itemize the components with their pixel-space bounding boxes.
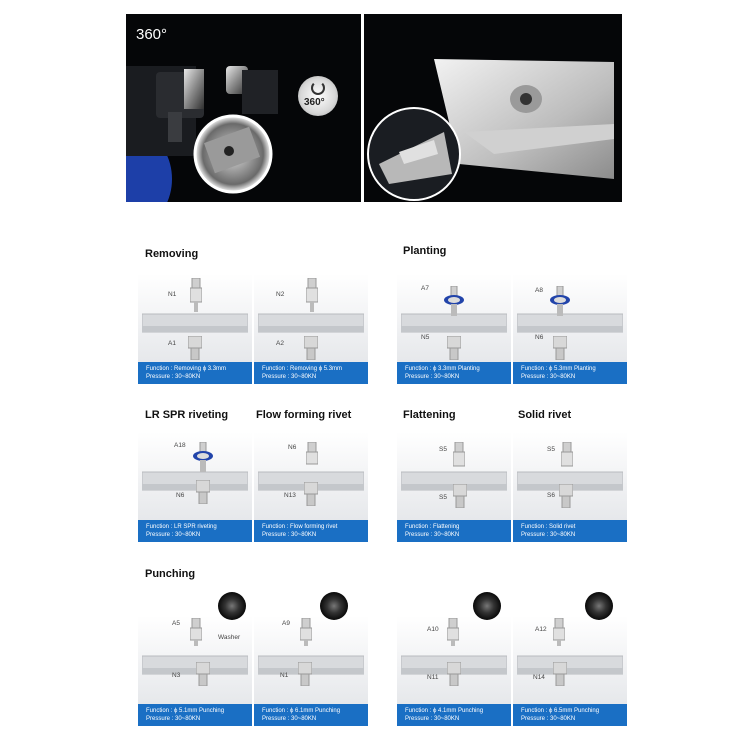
punch-closeup (320, 592, 348, 620)
bottom-die-label: N14 (533, 674, 545, 681)
bottom-die-label: S5 (439, 494, 447, 501)
panel-flow-forming (254, 432, 368, 542)
function-caption: Function : Removing ϕ 3.3mm Pressure : 30~80KN (138, 362, 252, 384)
function-caption: Function : Removing ϕ 5.3mm Pressure : 30~80KN (254, 362, 368, 384)
top-die-label: A10 (427, 626, 439, 633)
bottom-die-label: N13 (284, 492, 296, 499)
section-title-punching: Punching (145, 568, 196, 580)
function-caption: Function : ϕ 6.5mm Punching Pressure : 30~80KN (513, 704, 627, 726)
bottom-die-label: A2 (276, 340, 284, 347)
top-die-label: A5 (172, 620, 180, 627)
function-caption: Function : Flow forming rivet Pressure : 30~80KN (254, 520, 368, 542)
panel-removing-n1 (138, 274, 252, 384)
panel-planting-a7 (397, 274, 511, 384)
rivet-sheet-illustration (364, 14, 622, 202)
punch-closeup (473, 592, 501, 620)
photo-rivet-sheet (364, 14, 622, 202)
punch-closeup (218, 592, 246, 620)
bottom-die-label: N6 (535, 334, 544, 341)
panel-removing-n2 (254, 274, 368, 384)
top-die-label: A7 (421, 285, 429, 292)
top-die-label: S5 (439, 446, 447, 453)
bottom-die-label: A1 (168, 340, 176, 347)
top-die-label: S5 (547, 446, 555, 453)
badge-label: 360° (304, 97, 325, 108)
punch-closeup (585, 592, 613, 620)
rotation-label: 360° (136, 26, 168, 43)
panel-lr-spr (138, 432, 252, 542)
panel-punching-a9 (254, 616, 368, 726)
section-title-lr-spr: LR SPR riveting (145, 409, 229, 421)
top-die-label: N6 (288, 444, 297, 451)
panel-punching-a5 (138, 616, 252, 726)
function-caption: Function : Flattening Pressure : 30~80KN (397, 520, 511, 542)
panel-solid-rivet (513, 432, 627, 542)
panel-punching-a12 (513, 616, 627, 726)
function-caption: Function : ϕ 3.3mm Planting Pressure : 30~80KN (397, 362, 511, 384)
rotate-icon (311, 81, 325, 95)
photo-tool-360 (126, 14, 361, 202)
function-caption: Function : ϕ 6.1mm Punching Pressure : 30~80KN (254, 704, 368, 726)
washer-label: Washer (218, 634, 241, 641)
section-title-planting: Planting (403, 245, 447, 257)
section-title-removing: Removing (145, 248, 199, 260)
top-die-label: A18 (174, 442, 186, 449)
bottom-die-label: S6 (547, 492, 555, 499)
panel-planting-a8 (513, 274, 627, 384)
bottom-die-label: N3 (172, 672, 181, 679)
function-caption: Function : Solid rivet Pressure : 30~80KN (513, 520, 627, 542)
function-caption: Function : ϕ 4.1mm Punching Pressure : 30~80KN (397, 704, 511, 726)
panel-punching-a10 (397, 616, 511, 726)
section-title-solid-rivet: Solid rivet (518, 409, 572, 421)
top-die-label: A12 (535, 626, 547, 633)
top-die-label: N2 (276, 291, 285, 298)
top-die-label: A9 (282, 620, 290, 627)
panel-flattening (397, 432, 511, 542)
bottom-die-label: N1 (280, 672, 289, 679)
bottom-die-label: N6 (176, 492, 185, 499)
top-die-label: N1 (168, 291, 177, 298)
top-die-label: A8 (535, 287, 543, 294)
rotate-360-badge (298, 76, 338, 116)
function-caption: Function : ϕ 5.1mm Punching Pressure : 30~80KN (138, 704, 252, 726)
bottom-die-label: N11 (427, 674, 439, 681)
bottom-die-label: N5 (421, 334, 430, 341)
section-title-flattening: Flattening (403, 409, 456, 421)
function-caption: Function : LR SPR riveting Pressure : 30~80KN (138, 520, 252, 542)
function-caption: Function : ϕ 5.3mm Planting Pressure : 30~80KN (513, 362, 627, 384)
section-title-flow-forming: Flow forming rivet (256, 409, 352, 421)
